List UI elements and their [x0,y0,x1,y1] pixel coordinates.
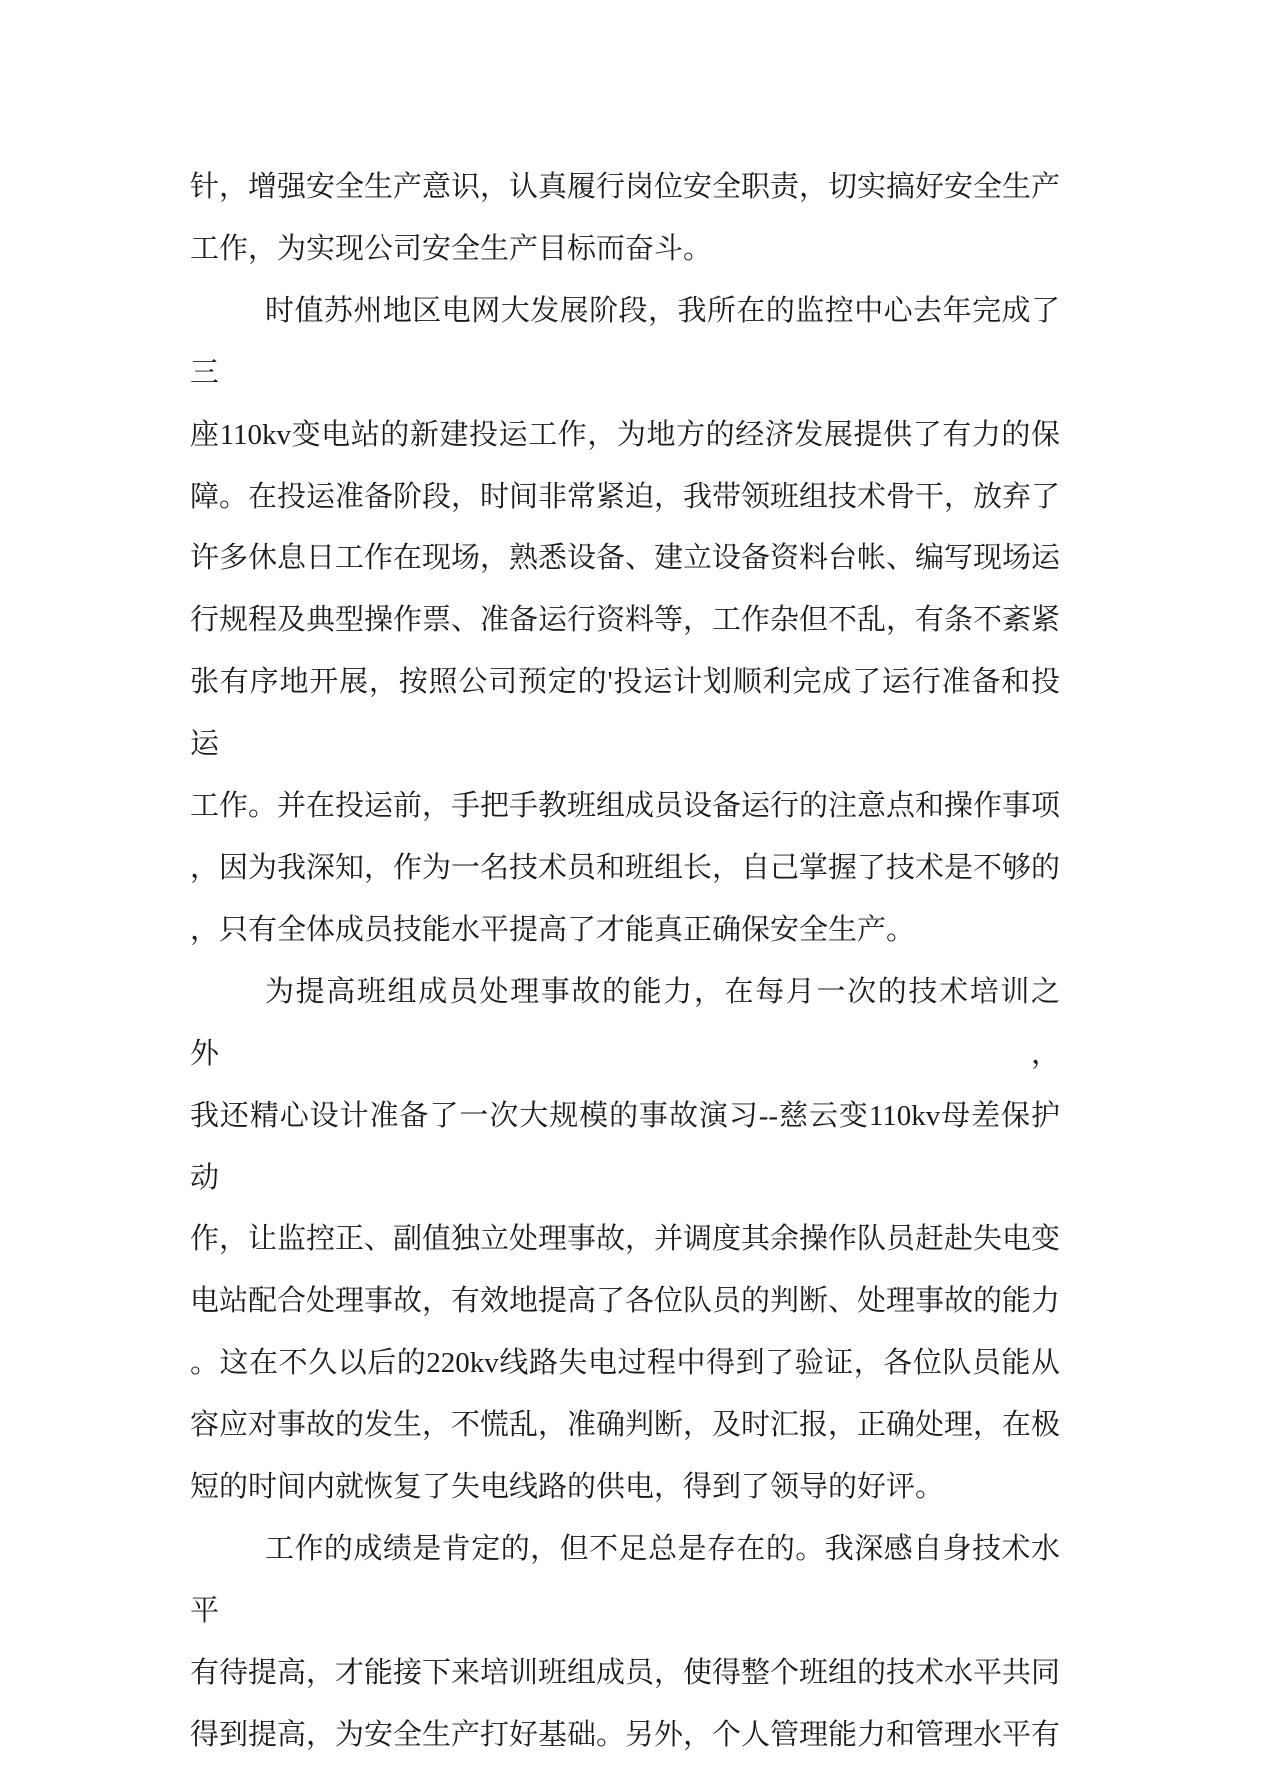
text-line: 障。在投运准备阶段，时间非常紧迫，我带领班组技术骨干，放弃了 [190,480,1061,513]
text-line: ，因为我深知，作为一名技术员和班组长，自己掌握了技术是不够的 [190,851,1061,884]
paragraph [190,157,1060,281]
text-line: 。这在不久以后的220kv线路失电过程中得到了验证，各位队员能从 [190,1347,1060,1380]
text-line: 针，增强安全生产意识，认真履行岗位安全职责，切实搞好安全生产 [190,171,1061,203]
text-line: 我还精心设计准备了一次大规模的事故演习--慈云变110kv母差保护动 [190,1099,1060,1194]
text-line: 容应对事故的发生，不慌乱，准确判断，及时汇报，正确处理，在极 [190,1409,1061,1442]
text-line: ，只有全体成员技能水平提高了才能真正确保安全生产。 [190,913,916,946]
text-line: 张有序地开展，按照公司预定的'投运计划顺利完成了运行准备和投运 [190,666,1060,761]
text-line: 时值苏州地区电网大发展阶段，我所在的监控中心去年完成了三 [190,294,1060,389]
paragraph [190,962,1060,1519]
text-line: 为提高班组成员处理事故的能力，在每月一次的技术培训之外， [190,975,1060,1070]
text-line: 工作。并在投运前，手把手教班组成员设备运行的注意点和操作事项 [190,790,1061,823]
document-text-body [190,157,1060,1767]
text-line: 作，让监控正、副值独立处理事故，并调度其余操作队员赶赴失电变 [190,1223,1061,1256]
text-line: 电站配合处理事故，有效地提高了各位队员的判断、处理事故的能力 [190,1285,1061,1318]
text-line: 工作，为实现公司安全生产目标而奋斗。 [190,232,713,265]
text-line: 行规程及典型操作票、准备运行资料等，工作杂但不乱，有条不紊紧 [190,604,1061,637]
text-line: 座110kv变电站的新建投运工作，为地方的经济发展提供了有力的保 [190,418,1060,451]
text-line: 许多休息日工作在现场，熟悉设备、建立设备资料台帐、编写现场运 [190,542,1061,575]
paragraph [190,1519,1060,1767]
text-line: 有待提高，才能接下来培训班组成员，使得整个班组的技术水平共同 [190,1656,1061,1689]
text-line: 工作的成绩是肯定的，但不足总是存在的。我深感自身技术水平 [190,1532,1060,1627]
paragraph [190,281,1060,962]
text-line: 得到提高，为安全生产打好基础。另外，个人管理能力和管理水平有 [190,1718,1061,1751]
text-line: 短的时间内就恢复了失电线路的供电，得到了领导的好评。 [190,1471,945,1504]
